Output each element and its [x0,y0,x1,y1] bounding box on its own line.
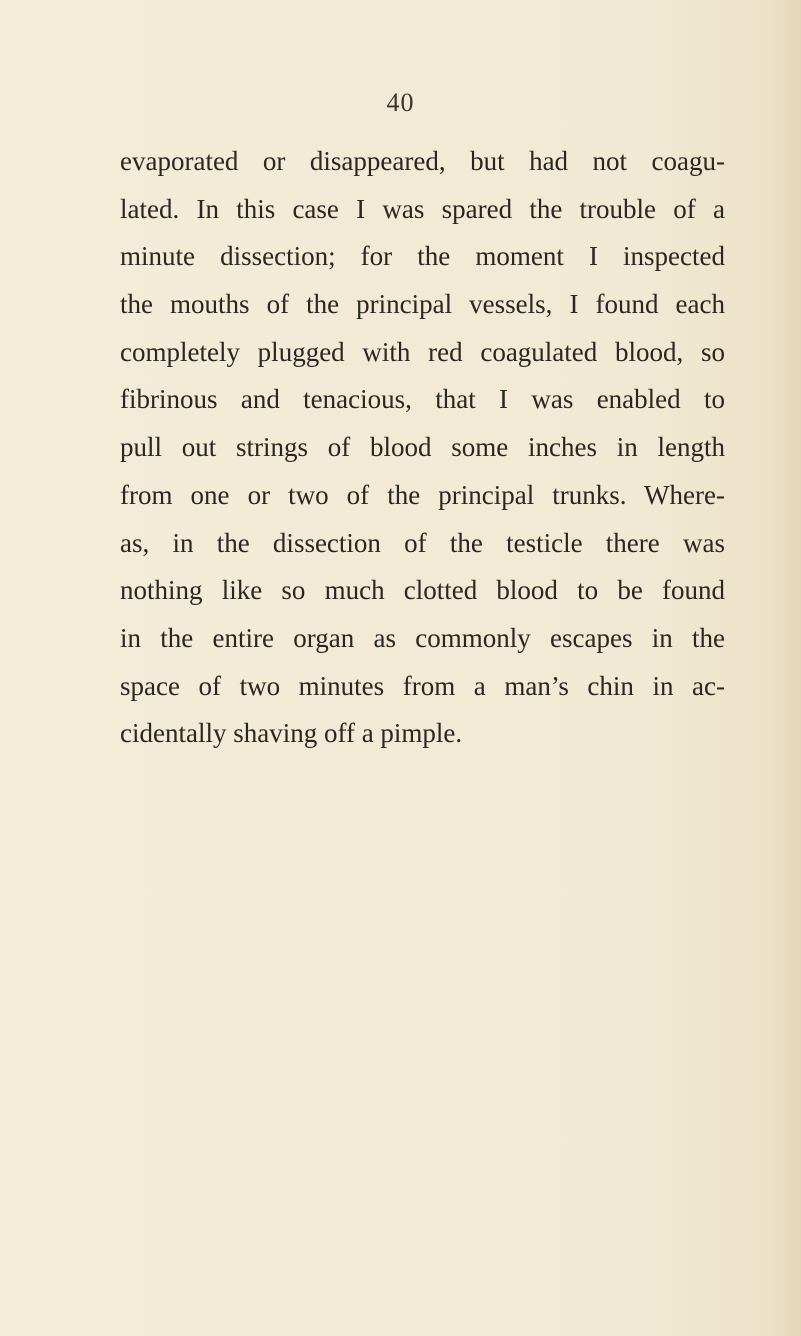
text-line: space of two minutes from a man’s chin in ac- [120,670,725,701]
body-paragraph [120,138,725,758]
page-number: 40 [386,88,415,117]
text-line: lated. In this case I was spared the trouble of a [120,193,725,224]
text-line: evaporated or disappeared, but had not coagu- [120,146,725,176]
text-line: the mouths of the principal vessels, I found each [120,289,725,320]
text-line: from one or two of the principal trunks. Where- [120,479,725,510]
text-line: cidentally shaving off a pimple. [120,718,463,749]
text-line: fibrinous and tenacious, that I was enabled to [120,384,725,415]
text-line: minute dissection; for the moment I inspected [120,241,725,272]
text-line: completely plugged with red coagulated blood, so [120,336,725,367]
text-line: nothing like so much clotted blood to be found [120,575,725,606]
text-line: as, in the dissection of the testicle there was [120,527,725,558]
text-line: pull out strings of blood some inches in length [120,432,725,463]
text-line: in the entire organ as commonly escapes in the [120,622,725,653]
